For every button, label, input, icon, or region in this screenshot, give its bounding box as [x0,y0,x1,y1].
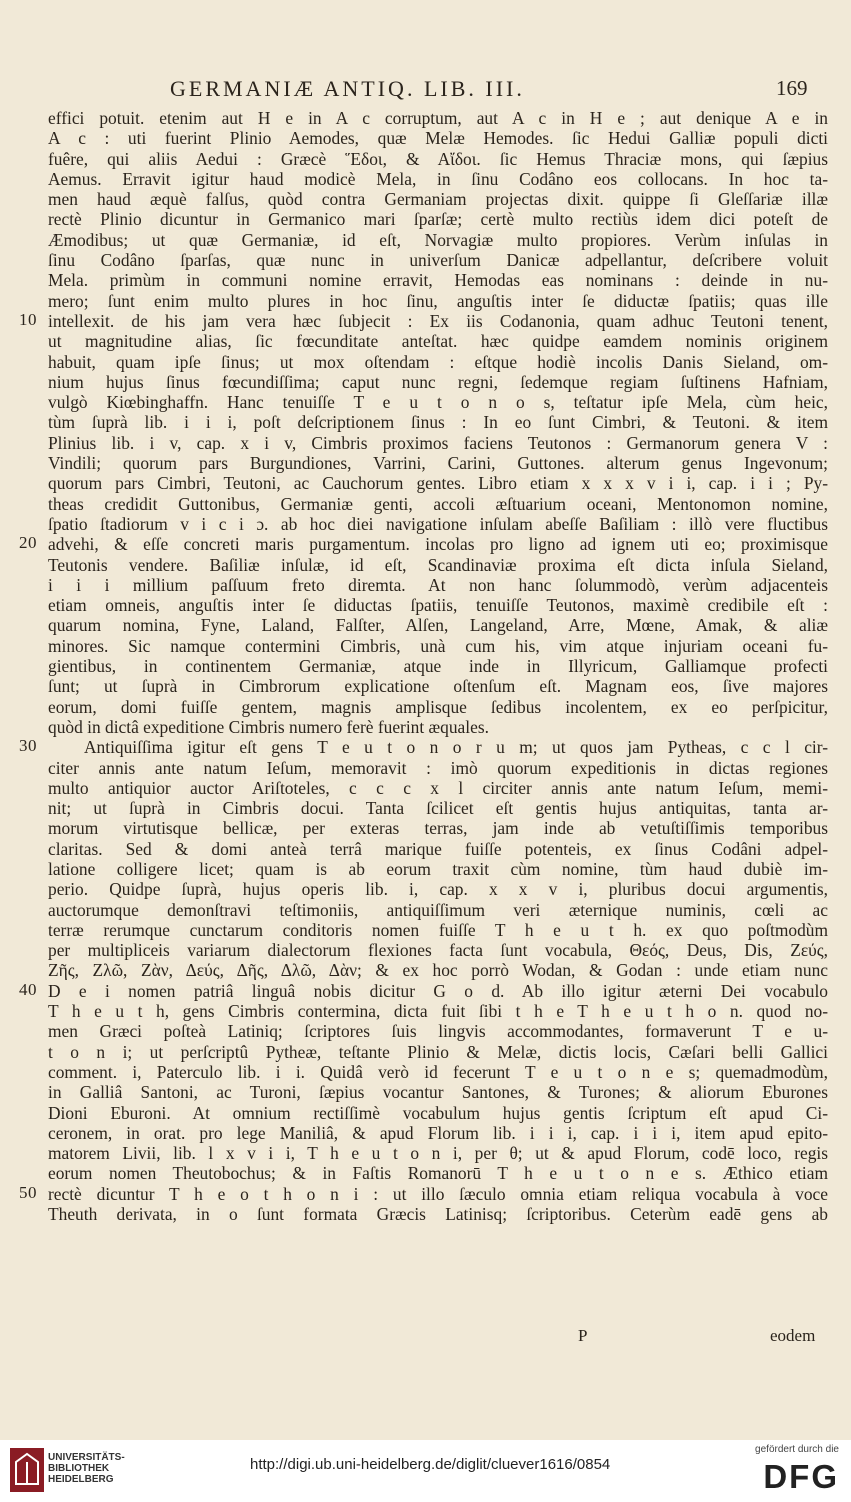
text-line: T h e u t h, gens Cimbris contermina, dicta fuit ſibi t h e T h e u t h o n. quod no- [48,1001,828,1022]
text-line: Mela. primùm in communi nomine erravit, Hemodas eas nominans : deinde in nu- [48,270,828,291]
text-line: habuit, quam ipſe ſinus; ut mox oſtendam : eſtque hodiè incolis Danis Sieland, om- [48,351,828,372]
line-number-50: 50 [19,1183,37,1202]
library-name: UNIVERSITÄTS- BIBLIOTHEK HEIDELBERG [48,1452,125,1485]
text-line: Vindili; quorum pars Burgundiones, Varrini, Carini, Guttones. alterum genus Ingevonum; [48,453,828,474]
text-line: fuêre, qui aliis Aedui : Græcè Ἕδοι, & Αἴδοι. ſic Hemus Thraciæ mons, qui ſæpius [48,148,828,169]
text-line: morum virtutisque bellicæ, per exteras terras, jam inde ab vetuſtiſſimis temporibus [48,818,828,839]
funder-note: gefördert durch die [755,1444,839,1455]
text-line: Dioni Eburoni. At omnium rectiſſimè vocabulum hujus gentis ſcriptum eſt apud Ci- [48,1102,828,1123]
text-line: perio. Quidpe ſuprà, hujus operis lib. i, cap. x x v i, pluribus docui argumentis, [48,879,828,900]
line-number-10: 10 [19,310,37,329]
text-line: auctorumque demonſtravi teſtimoniis, antiquiſſimum veri æternique numinis, cœli ac [48,899,828,920]
catchword: eodem [770,1326,816,1345]
text-line: latione colligere licet; quam is ab eorum traxit cùm nomine, tùm haud dubiè im- [48,858,828,879]
text-line: comment. i, Paterculo lib. i i. Quidâ verò id fecerunt T e u t o n e s; quemadmodùm, [48,1061,828,1082]
permalink-url[interactable]: http://digi.ub.uni-heidelberg.de/diglit/cluever1616/0854 [250,1456,611,1473]
text-line: Teutonis vendere. Baſiliæ inſulæ, id eſt, Scandinaviæ proxima eſt dicta inſula Sieland, [48,554,828,575]
text-line: etiam omneis, anguſtis inter ſe diductas ſpatiis, tenuiſſe Teutonos, maximè credibile eſt : [48,595,828,616]
text-line: eorum, domi fuiſſe gentem, magnis amplisque ſedibus incolentem, ex eo perſpicitur, [48,696,828,717]
text-line: effici potuit. etenim aut H e in A c corruptum, aut A c in H e ; aut denique A e in [48,108,828,128]
text-line: Theuth derivata, in o ſunt formata Græcis Latinisq; ſcriptoribus. Ceterùm eadē gens ab [48,1204,828,1225]
text-line: citer annis ante natum Ieſum, memoravit : imò quorum expeditionis in dictas regiones [48,757,828,778]
dfg-logo: DFG [763,1458,839,1495]
line-number-20: 20 [19,533,37,552]
text-line: t o n i; ut perſcriptû Pytheæ, teſtante Plinio & Melæ, dictis locis, Cæſari belli Gallici [48,1041,828,1062]
text-line: rectè dicuntur T h e o t h o n i : ut illo ſæculo omnia etiam reliqua vocabula à voce [48,1183,828,1204]
text-line: terræ rerumque cunctarum conditoris nomen fuiſſe T h e u t h. ex quo poſtmodùm [48,919,828,940]
text-line: ſunt; ut ſuprà in Cimbrorum explicatione oſtenſum eſt. Magnam eos, ſive majores [48,676,828,697]
text-line: claritas. Sed & domi anteà terrâ marique fuiſſe potenteis, ex ſinus Codâni adpel- [48,838,828,859]
line-number-30: 30 [19,736,37,755]
text-line: ut magnitudine alias, ſic fœcunditate anteſtat. hæc quidpe eamdem nominis originem [48,331,828,352]
text-line: nit; ut ſuprà in Cimbris docui. Tanta ſcilicet eſt gentis hujus antiquitas, tanta ar- [48,798,828,819]
text-line: Aemus. Erravit igitur haud modicè Mela, in ſinu Codâno eos collocans. In hoc ta- [48,168,828,189]
text-line: Æmodibus; ut quæ Germaniæ, id eſt, Norvagiæ multo propiores. Verùm inſulas in [48,229,828,250]
text-line: rectè Plinio dicuntur in Germanico mari ſparſæ; certè multo rectiùs idem dici poteſt de [48,209,828,230]
text-line: gientibus, in continentem Germaniæ, atque inde in Illyricum, Galliamque profecti [48,656,828,677]
text-line: quòd in dictâ expeditione Cimbris numero ferè fuerint æquales. [48,716,489,737]
text-line: eorum nomen Theutobochus; & in Faſtis Romanorū T h e u t o n e s. Æthico etiam [48,1163,828,1184]
line-number-40: 40 [19,980,37,999]
text-line: D e i nomen patriâ linguâ nobis dicitur G o d. Ab illo igitur æterni Dei vocabulo [48,980,828,1001]
page-number: 169 [776,76,808,100]
text-line: Plinius lib. i v, cap. x i v, Cimbris proximos faciens Teutonos : Germanorum genera V : [48,432,828,453]
text-line: in Galliâ Santoni, ac Turoni, ſæpius vocantur Santones, & Turones; & aliorum Eburones [48,1082,828,1103]
text-line: quarum nomina, Fyne, Laland, Falſter, Alſen, Langeland, Arre, Mœne, Amak, & aliæ [48,615,828,636]
text-line: A c : uti fuerint Plinio Aemodes, quæ Melæ Hemodes. ſic Hedui Galliæ populi dicti [48,128,828,149]
text-line: advehi, & eſſe concreti maris purgamentum. incolas pro ligno ad ignem uti eo; proximisque [48,534,828,555]
text-line: nium hujus ſinus fœcundiſſima; caput nunc regni, ſedemque regiam ſuſtinens Hafniam, [48,371,828,392]
text-line: mero; ſunt enim multo plures in hoc ſinu, anguſtis inter ſe diductæ ſpatiis; quas ille [48,290,828,311]
text-line: per multipliceis variarum dialectorum flexiones facta ſunt vocabula, Θεός, Deus, Dis, Ζεύς, [48,940,828,961]
text-line: men Græci poſteà Latiniq; ſcriptores ſuis lingvis accommodantes, formaverunt T e u- [48,1021,828,1042]
text-line: vulgò Kiœbinghaffn. Hanc tenuiſſe T e u t o n o s, teſtatur ipſe Mela, cùm heic, [48,392,828,413]
text-line: intellexit. de his jam vera hæc ſubjecit : Ex iis Codanonia, quam adhuc Teutoni tenent, [48,310,828,331]
text-line: ſinu Codâno ſparſas, quæ nunc in univerſum Danicæ adpellantur, deſcribere voluit [48,250,828,271]
text-line: theas credidit Guttonibus, Germaniæ genti, accoli æſtuarium oceani, Mentonomon nomine, [48,493,828,514]
text-line: minores. Sic namque contermini Cimbris, unà cum his, vim atque injuriam oceani fu- [48,635,828,656]
running-head: GERMANIÆ ANTIQ. LIB. III. [170,76,525,101]
text-line: tùm ſuprà lib. i i i, poſt deſcriptionem ſinus : In eo ſunt Cimbri, & Teutoni. & item [48,412,828,433]
text-line: multo antiquior auctor Ariſtoteles, c c c x l circiter annis ante natum Ieſum, memi- [48,777,828,798]
text-line: i i i millium paſſuum freto diremta. At non hanc ſolummodò, verùm adjacenteis [48,574,828,595]
text-line: Antiquiſſima igitur eſt gens T e u t o n o r u m; ut quos jam Pytheas, c c l cir- [84,737,828,758]
body-text [48,108,828,1224]
university-library-logo-icon [10,1448,44,1492]
text-line: ceronem, in orat. pro lege Maniliâ, & apud Florum lib. i i i, cap. i i i, item apud epito- [48,1122,828,1143]
text-line: men haud æquè falſus, quòd contra Germaniam projectas dixit. quippe ſi Gleſſariæ illæ [48,189,828,210]
text-line: matorem Livii, lib. l x v i i, T h e u t o n i, per θ; ut & apud Florum, codē loco, regis [48,1143,828,1164]
signature-mark: P [578,1326,588,1345]
text-line: ſpatio ſtadiorum v i c i ɔ. ab hoc diei navigatione inſulam abeſſe Baſiliam : illò vere fluctibus [48,513,828,534]
text-line: Ζῆς, Ζλῶ, Ζὰν, Δεύς, Δῆς, Δλῶ, Δὰν; & ex hoc porrò Wodan, & Godan : unde etiam nunc [48,960,828,981]
viewer-footer [0,1440,851,1502]
text-line: quorum pars Cimbri, Teutoni, ac Cauchorum gentes. Libro etiam x x x v i i, cap. i i ; Py- [48,473,828,494]
